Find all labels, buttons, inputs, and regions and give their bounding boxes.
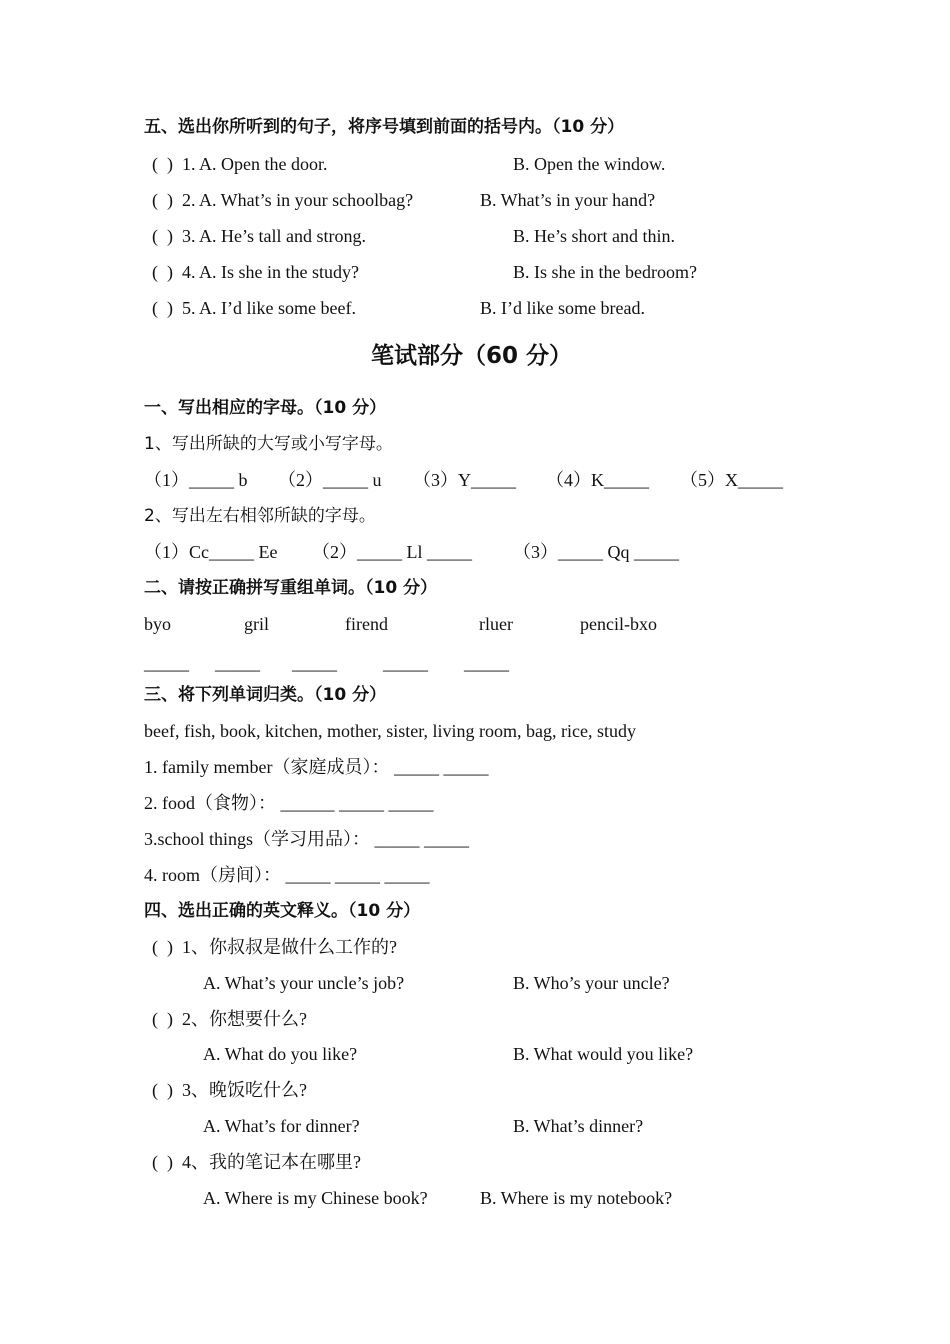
w1-q1-item-5: （5）X_____ <box>680 470 783 490</box>
w1-q1-item-1: （1）_____ b <box>144 470 248 490</box>
w3-word-list: beef, fish, book, kitchen, mother, sister, living room, bag, rice, study <box>144 721 636 741</box>
w2-blank-5: _____ <box>464 653 509 673</box>
w3-category-2: 2. food（食物）： ______ _____ _____ <box>144 793 434 813</box>
w2-blank-1: _____ <box>144 653 189 673</box>
w4-item-2-a: A. What do you like? <box>203 1044 358 1064</box>
w3-category-3: 3.school things（学习用品）： _____ _____ <box>144 829 470 849</box>
w4-item-3-b: B. What’s dinner? <box>513 1116 644 1136</box>
w4-item-2-question: ( ) 2、你想要什么? <box>152 1009 307 1029</box>
s5-item-3-b: B. He’s short and thin. <box>513 226 675 246</box>
w4-item-4-question: ( ) 4、我的笔记本在哪里? <box>152 1152 361 1172</box>
w2-word-1: byo <box>144 614 171 634</box>
s5-item-4-b: B. Is she in the bedroom? <box>513 262 697 282</box>
w4-item-3-question: ( ) 3、晚饭吃什么? <box>152 1080 307 1100</box>
w1-q1-item-2: （2）_____ u <box>278 470 382 490</box>
w1-q2: 2、写出左右相邻所缺的字母。 <box>144 506 376 526</box>
w4-item-4-a: A. Where is my Chinese book? <box>203 1188 428 1208</box>
w1-q1-item-3: （3）Y_____ <box>413 470 516 490</box>
w4-heading: 四、选出正确的英文释义。（10 分） <box>144 901 421 921</box>
s5-item-1-a: ( ) 1. A. Open the door. <box>152 154 328 174</box>
w1-q1: 1、写出所缺的大写或小写字母。 <box>144 434 393 454</box>
s5-item-2-a: ( ) 2. A. What’s in your schoolbag? <box>152 190 414 210</box>
w1-q2-item-2: （2）_____ Ll _____ <box>312 542 472 562</box>
s5-item-2-b: B. What’s in your hand? <box>480 190 656 210</box>
w4-item-3-a: A. What’s for dinner? <box>203 1116 360 1136</box>
w2-word-5: pencil-bxo <box>580 614 657 634</box>
w4-item-2-b: B. What would you like? <box>513 1044 694 1064</box>
s5-item-5-b: B. I’d like some bread. <box>480 298 645 318</box>
w3-category-1: 1. family member（家庭成员）： _____ _____ <box>144 757 489 777</box>
w3-heading: 三、将下列单词归类。（10 分） <box>144 685 387 705</box>
w1-heading: 一、写出相应的字母。（10 分） <box>144 398 387 418</box>
w4-item-4-b: B. Where is my notebook? <box>480 1188 673 1208</box>
w3-category-4: 4. room（房间）： _____ _____ _____ <box>144 865 430 885</box>
s5-item-4-a: ( ) 4. A. Is she in the study? <box>152 262 359 282</box>
s5-item-3-a: ( ) 3. A. He’s tall and strong. <box>152 226 366 246</box>
w4-item-1-b: B. Who’s your uncle? <box>513 973 670 993</box>
w2-heading: 二、请按正确拼写重组单词。（10 分） <box>144 578 438 598</box>
w2-blank-3: _____ <box>292 653 337 673</box>
s5-item-5-a: ( ) 5. A. I’d like some beef. <box>152 298 356 318</box>
w1-q1-item-4: （4）K_____ <box>546 470 649 490</box>
w2-word-3: firend <box>345 614 388 634</box>
w4-item-1-a: A. What’s your uncle’s job? <box>203 973 405 993</box>
written-part-title: 笔试部分（60 分） <box>371 343 573 369</box>
w2-word-2: gril <box>244 614 269 634</box>
w1-q2-item-1: （1）Cc_____ Ee <box>144 542 278 562</box>
section-5-heading: 五、选出你所听到的句子，将序号填到前面的括号内。（10 分） <box>144 117 625 137</box>
w4-item-1-question: ( ) 1、你叔叔是做什么工作的? <box>152 937 397 957</box>
w2-word-4: rluer <box>479 614 513 634</box>
s5-item-1-b: B. Open the window. <box>513 154 666 174</box>
w2-blank-4: _____ <box>383 653 428 673</box>
w2-blank-2: _____ <box>215 653 260 673</box>
w1-q2-item-3: （3）_____ Qq _____ <box>513 542 679 562</box>
